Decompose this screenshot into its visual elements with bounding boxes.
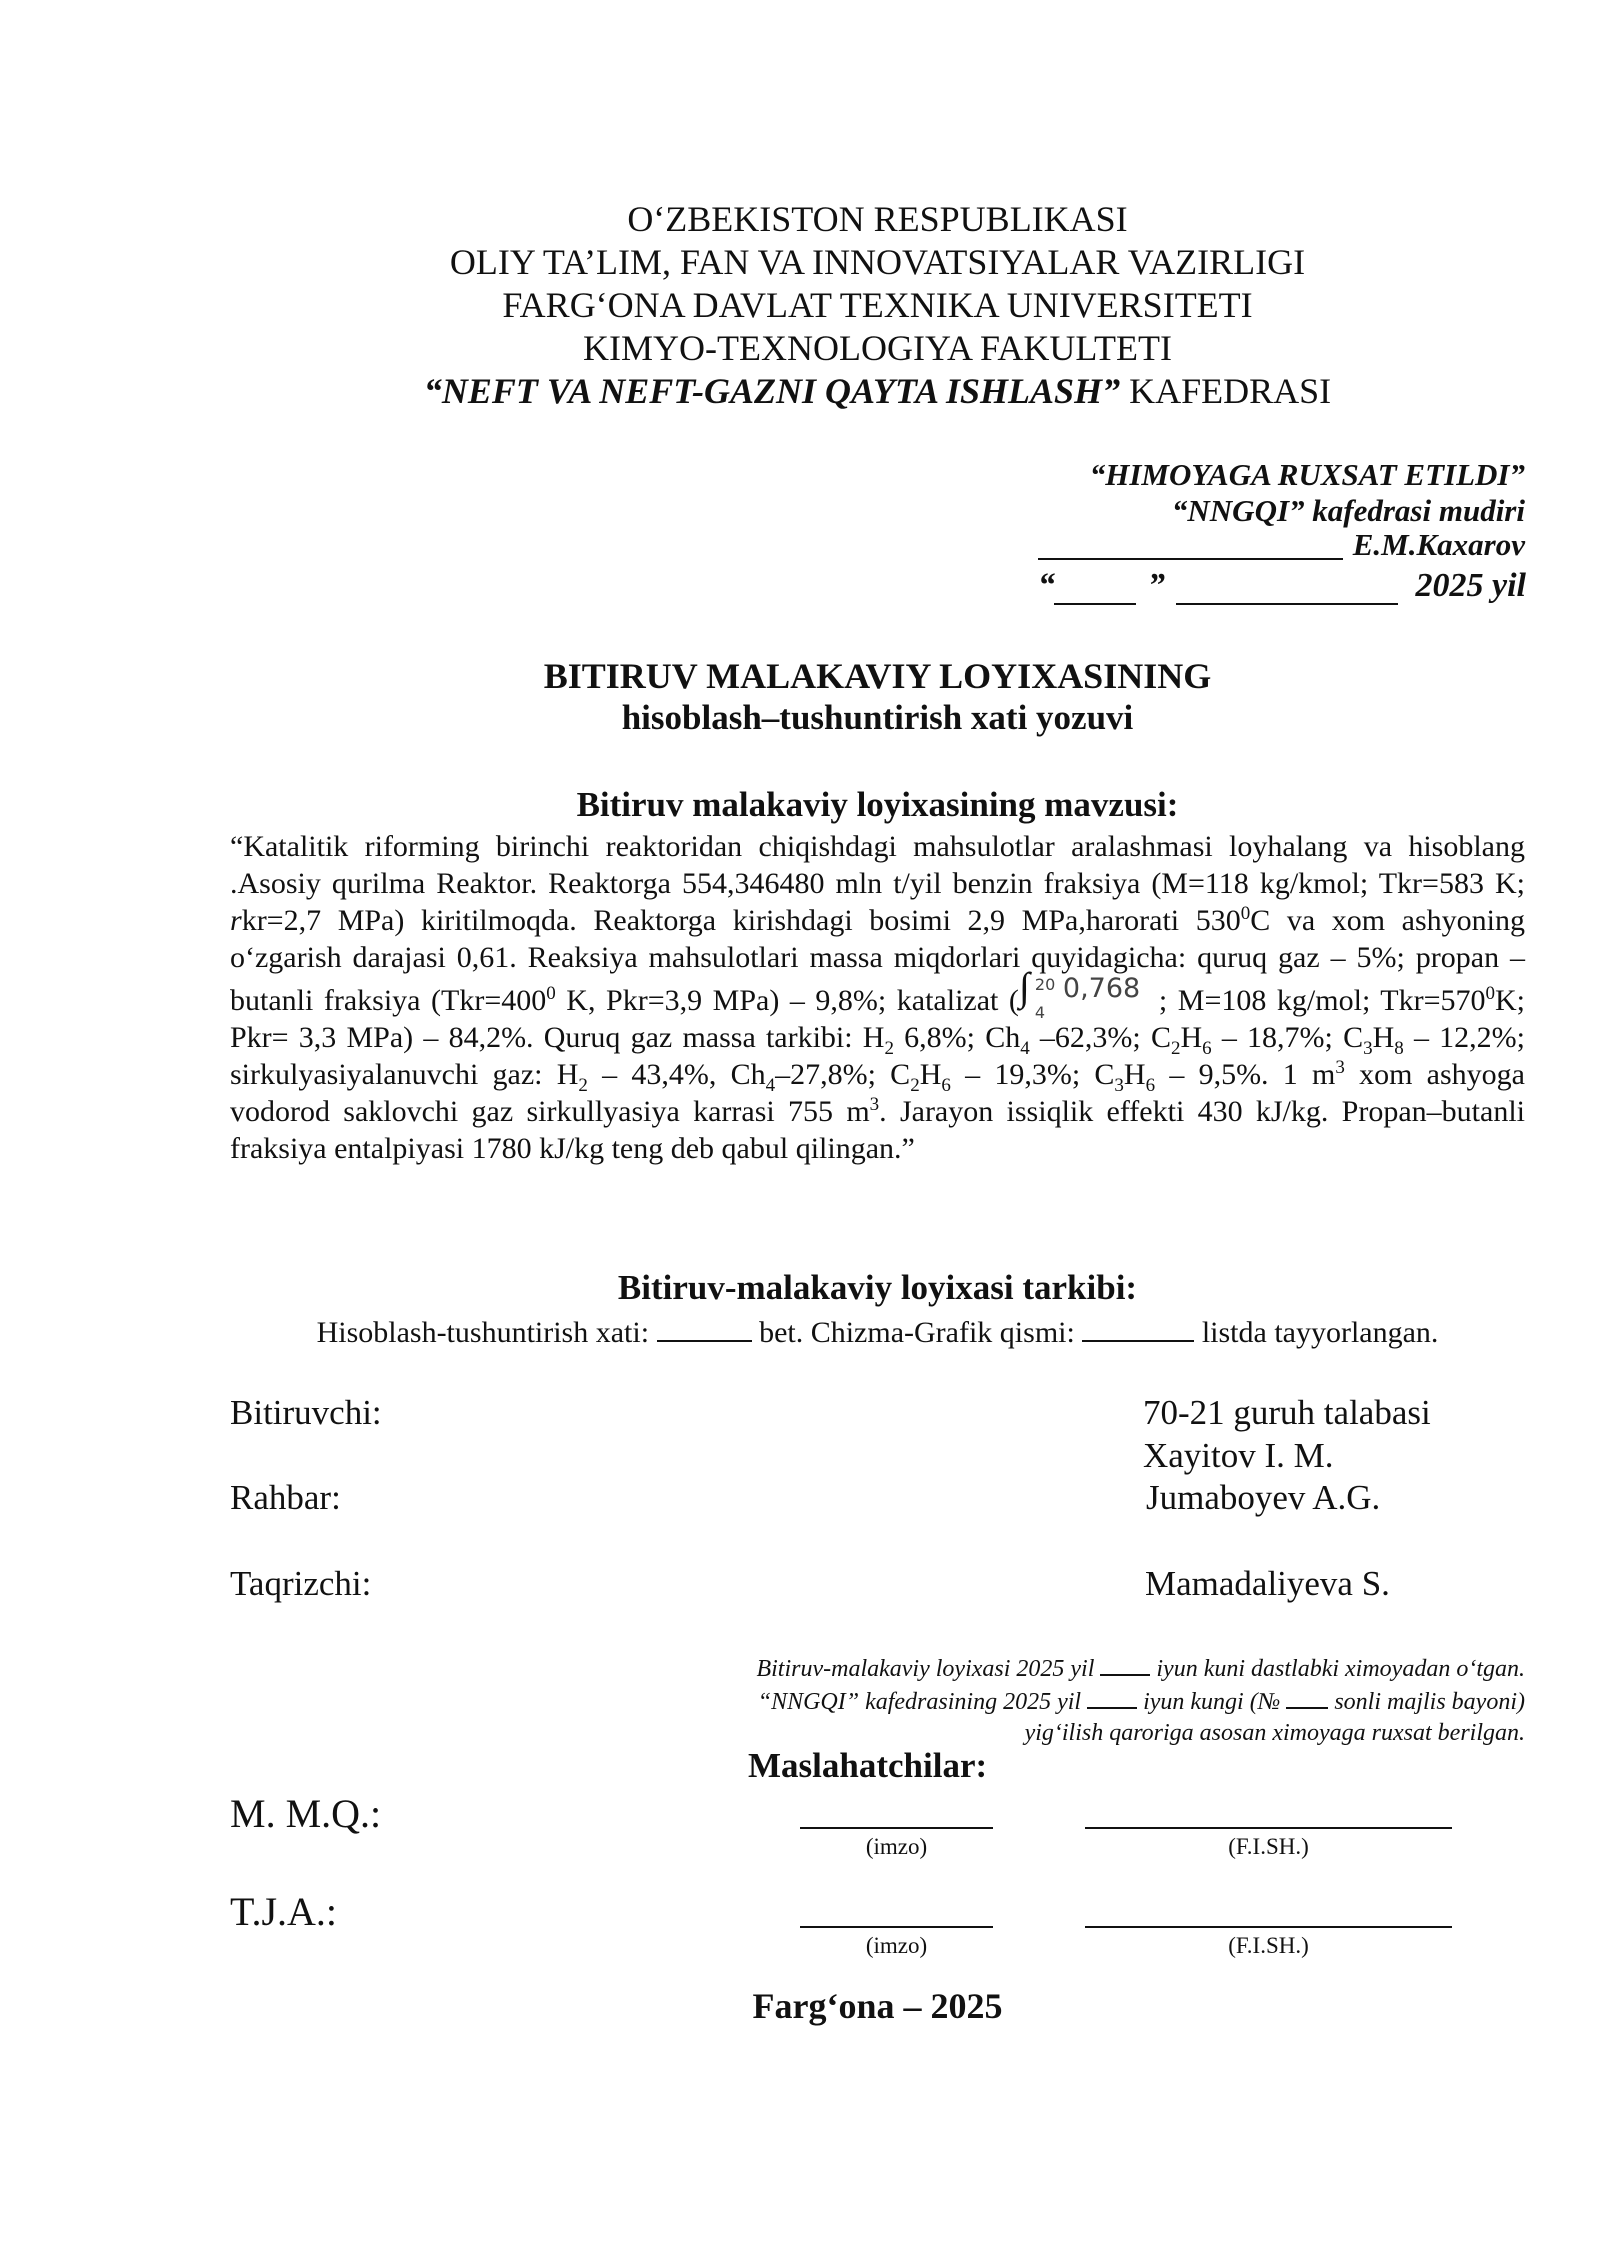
- header-university: FARG‘ONA DAVLAT TEXNIKA UNIVERSITETI: [502, 285, 1253, 325]
- approval-year: 2025 yil: [1415, 567, 1526, 604]
- composition-heading: Bitiruv-malakaviy loyixasi tarkibi:: [617, 1268, 1138, 1307]
- header-ministry: OLIY TA’LIM, FAN VA INNOVATSIYALAR VAZIRLIGI: [449, 242, 1306, 282]
- integral-sign: ∫: [1018, 964, 1030, 1009]
- consultants-heading: Maslahatchilar:: [748, 1746, 988, 1785]
- defense-note-line2: “NNGQI” kafedrasining 2025 yil iyun kungi (№ sonli majlis bayoni): [525, 1683, 1525, 1719]
- composition-text: Hisoblash-tushuntirish xati: bet. Chizma-Grafik qismi: listda tayyorlangan.: [0, 1310, 1600, 1350]
- consultant-2-name-caption: (F.I.SH.): [1228, 1933, 1309, 1958]
- department-name: “NEFT VA NEFT-GAZNI QAYTA ISHLASH”: [423, 371, 1121, 411]
- consultant-2-name-line: [1085, 1926, 1452, 1928]
- defense-note-line3: yig‘ilish qaroriga asosan ximoyaga ruxsat berilgan.: [1024, 1720, 1525, 1746]
- document-title: BITIRUV MALAKAVIY LOYIXASINING: [543, 656, 1212, 696]
- consultant-1-label: M. M.Q.:: [230, 1791, 382, 1836]
- consultant-2-signature-line: [800, 1926, 993, 1928]
- graduate-group: 70-21 guruh talabasi: [1143, 1393, 1431, 1432]
- date-quote-close: ”: [1148, 567, 1165, 604]
- consultant-1-sign-caption: (imzo): [865, 1834, 928, 1859]
- head-name: E.M.Kaxarov: [1352, 527, 1525, 562]
- date-quote-open: “: [1038, 567, 1055, 604]
- approval-date: [1038, 567, 1526, 612]
- defense-note-line1: Bitiruv-malakaviy loyixasi 2025 yil iyun kuni dastlabki ximoyadan o‘tgan.: [525, 1650, 1525, 1686]
- header-department: [0, 370, 1600, 413]
- consultant-1-name-caption: (F.I.SH.): [1228, 1834, 1309, 1859]
- footer-city-year: Farg‘ona – 2025: [752, 1986, 1003, 2026]
- document-subtitle: hisoblash–tushuntirish xati yozuvi: [621, 698, 1134, 737]
- consultant-1-signature-line: [800, 1827, 993, 1829]
- supervisor-label: Rahbar:: [230, 1478, 341, 1517]
- month-blank: [1176, 603, 1398, 605]
- reviewer-name: Mamadaliyeva S.: [1145, 1564, 1390, 1603]
- consultant-2-sign-caption: (imzo): [865, 1933, 928, 1958]
- pages-blank: [657, 1310, 752, 1342]
- head-signature-line: [1038, 558, 1343, 560]
- approval-position: “NNGQI” kafedrasi mudiri: [1171, 493, 1525, 528]
- consultant-1-name-line: [1085, 1827, 1452, 1829]
- supervisor-name: Jumaboyev A.G.: [1146, 1478, 1381, 1517]
- graduate-name: Xayitov I. M.: [1143, 1436, 1334, 1475]
- topic-paragraph: “Katalitik riforming birinchi reaktoridan chiqishdagi mahsulotlar aralashmasi loyhalang va hisoblang .Asosiy qurilma Reaktor. Reaktorga 554,346480 mln t/yil benzin fraksiya (M=118 kg/kmol; Tkr=583 K; rkr=2,7 MPa) kiritilmoqda. Reaktorga kirishdagi bosimi 2,9 MPa,harorati $530^0C$ va xom ashyoning o‘zgarish darajasi 0,61. Reaksiya mahsulotlari massa miqdorlari quyidagicha: quruq gaz – 5%; propan – butanli fraksiya ($Tkr=400^0$ K, Pkr=3,9 MPa) – 9,8%; katalizat ( ∫ 20 4 0,768 ; M=108 kg/mol; $Tkr=570^0K$; Pkr= 3,3 MPa) – 84,2%. Quruq gaz massa tarkibi: $H_2$ 6,8%; $Ch_4$ –62,3%; $C_2H_6 - 18,7\%$; $C_3H_8 - 12,2\%$; sirkulyasiyalanuvchi gaz: $H_2 - 43,4\%$, $Ch_4-27,8\%$; $C_2H_6 - 19,3\%$; $C_3H_6 - 9,5\%$. 1 $m^3$ xom ashyoga vodorod saklovchi gaz sirkullyasiya karrasi 755 $m^3$. Jarayon issiqlik effekti 430 kJ/kg. Propan–butanli fraksiya entalpiyasi 1780 kJ/kg teng deb qabul qilingan.”: [230, 830, 1526, 1165]
- sheets-blank: [1082, 1310, 1194, 1342]
- day-blank: [1054, 603, 1136, 605]
- graduate-label: Bitiruvchi:: [230, 1393, 382, 1432]
- consultant-2-label: T.J.A.:: [230, 1889, 338, 1934]
- reviewer-label: Taqrizchi:: [230, 1564, 372, 1603]
- header-country: O‘ZBEKISTON RESPUBLIKASI: [627, 199, 1128, 239]
- approval-title: “HIMOYAGA RUXSAT ETILDI”: [1089, 457, 1525, 492]
- header-faculty: KIMYO-TEXNOLOGIYA FAKULTETI: [583, 328, 1172, 368]
- department-suffix: KAFEDRASI: [1120, 371, 1332, 411]
- topic-heading: Bitiruv malakaviy loyixasining mavzusi:: [576, 785, 1179, 824]
- integral-formula: ∫ 20 4 0,768: [1018, 964, 1141, 1022]
